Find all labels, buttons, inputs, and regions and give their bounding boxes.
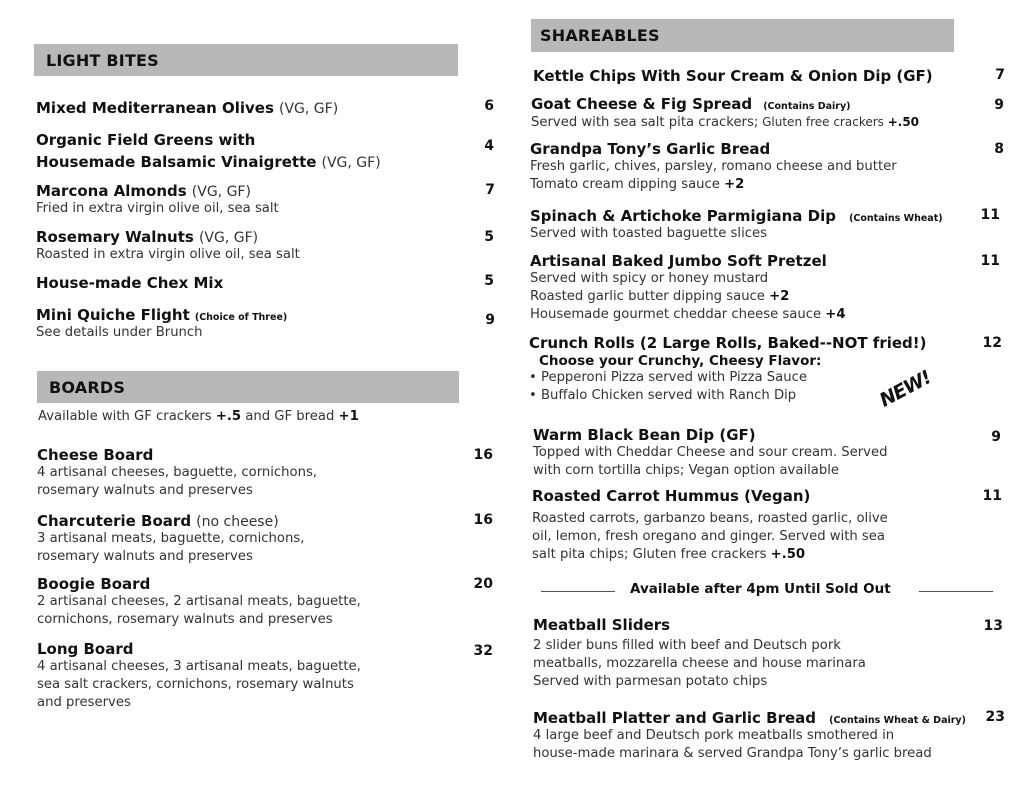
item-name: Warm Black Bean Dip (GF) (533, 426, 756, 444)
item-name: Charcuterie Board (37, 512, 192, 530)
item-name: Cheese Board (37, 446, 154, 464)
item-addon-price: +2 (724, 177, 745, 192)
item-description: and preserves (37, 695, 131, 710)
item-description: sea salt crackers, cornichons, rosemary walnuts (37, 677, 354, 692)
item-name: Boogie Board (37, 575, 151, 593)
menu-item (529, 334, 926, 405)
item-description: Fried in extra virgin olive oil, sea salt (36, 201, 279, 216)
item-price: 5 (484, 273, 494, 289)
item-price: 9 (485, 312, 495, 328)
item-description: See details under Brunch (36, 325, 203, 340)
item-name: Goat Cheese & Fig Spread (531, 95, 753, 113)
item-tag: (GF) (896, 67, 933, 85)
divider-line (919, 591, 993, 592)
item-note: (Contains Dairy) (763, 101, 851, 112)
item-price: 9 (994, 97, 1004, 113)
note-price: +1 (338, 409, 359, 424)
menu-item (532, 487, 888, 564)
item-description: rosemary walnuts and preserves (37, 549, 253, 564)
item-addon-price: +.50 (887, 115, 920, 129)
item-note: (Contains Wheat) (849, 213, 943, 224)
item-tag: (VG, GF) (321, 155, 381, 171)
item-description: 3 artisanal meats, baguette, cornichons, (37, 531, 305, 546)
item-description: Roasted in extra virgin olive oil, sea salt (36, 247, 300, 262)
item-price: 4 (484, 138, 494, 154)
item-description: house-made marinara & served Grandpa Tony’s garlic bread (533, 746, 932, 761)
item-price: 13 (983, 618, 1003, 634)
section-title: BOARDS (49, 377, 126, 397)
item-name: House-made Chex Mix (36, 274, 224, 292)
item-note: (Choice of Three) (194, 312, 288, 323)
section-header-shareables (531, 19, 954, 52)
section-title: LIGHT BITES (46, 50, 159, 70)
item-price: 20 (473, 576, 493, 592)
item-description: Served with toasted baguette slices (530, 226, 767, 241)
item-price: 8 (994, 141, 1004, 157)
menu-item (533, 708, 966, 763)
section-header-light-bites (34, 44, 458, 76)
menu-item (36, 98, 338, 117)
item-description: Fresh garlic, chives, parsley, romano cheese and butter (530, 159, 897, 174)
menu-item (37, 640, 361, 712)
item-tag: (VG, GF) (279, 101, 339, 117)
item-name: Roasted Carrot Hummus (Vegan) (532, 487, 811, 505)
item-description: 2 artisanal cheeses, 2 artisanal meats, baguette, (37, 594, 361, 609)
item-price: 12 (982, 335, 1002, 351)
item-name: Spinach & Artichoke Parmigiana Dip (530, 207, 836, 225)
note-price: +.5 (215, 409, 242, 424)
section-title: SHAREABLES (540, 26, 660, 45)
menu-item (533, 616, 866, 691)
menu-item (36, 305, 287, 342)
item-addon-price: +2 (769, 289, 790, 304)
item-price: 11 (982, 488, 1002, 504)
item-tag: (VG, GF) (191, 184, 251, 200)
item-name: Marcona Almonds (36, 182, 187, 200)
item-price: 7 (995, 67, 1005, 83)
item-name: Organic Field Greens with (36, 131, 256, 149)
item-description: Housemade gourmet cheddar cheese sauce (530, 307, 826, 322)
item-price: 23 (985, 709, 1005, 725)
item-description: Topped with Cheddar Cheese and sour cream. Served (533, 445, 888, 460)
menu-item (533, 66, 933, 85)
item-description: Roasted carrots, garbanzo beans, roasted garlic, olive (532, 511, 888, 526)
item-price: 6 (484, 98, 494, 114)
menu-item (530, 140, 897, 194)
item-description: with corn tortilla chips; Vegan option available (533, 463, 840, 478)
item-description: Tomato cream dipping sauce (530, 177, 725, 192)
item-option: • Pepperoni Pizza served with Pizza Sauce (529, 370, 807, 385)
item-description: 4 large beef and Deutsch pork meatballs smothered in (533, 728, 895, 743)
item-name: Meatball Platter and Garlic Bread (533, 709, 817, 727)
item-name: Crunch Rolls (2 Large Rolls, Baked--NOT fried!) (529, 334, 927, 352)
item-description: Served with sea salt pita crackers; (531, 115, 759, 130)
item-addon-price: +.50 (770, 547, 806, 562)
item-description: rosemary walnuts and preserves (37, 483, 253, 498)
item-description: Served with spicy or honey mustard (530, 271, 769, 286)
menu-item (36, 227, 300, 264)
item-description: oil, lemon, fresh oregano and ginger. Served with sea (532, 529, 886, 544)
item-description: Served with parmesan potato chips (533, 674, 768, 689)
item-subheading: Choose your Crunchy, Cheesy Flavor: (539, 353, 822, 369)
item-price: 11 (980, 253, 1000, 269)
item-description: salt pita chips; Gluten free crackers (532, 547, 771, 562)
item-description: 2 slider buns filled with beef and Deutsch pork (533, 638, 841, 653)
item-price: 16 (473, 512, 493, 528)
menu-item (36, 130, 381, 174)
item-tag: (VG, GF) (198, 230, 259, 246)
menu-item (37, 511, 304, 566)
item-name: Artisanal Baked Jumbo Soft Pretzel (530, 252, 827, 270)
item-price: 5 (484, 229, 494, 245)
availability-note: Available after 4pm Until Sold Out (630, 581, 891, 597)
menu-item (530, 252, 846, 324)
menu-item (533, 426, 887, 480)
item-description: meatballs, mozzarella cheese and house marinara (533, 656, 866, 671)
note-text: Available with GF crackers (38, 409, 216, 424)
item-note: (Contains Wheat & Dairy) (829, 715, 966, 726)
item-price: 7 (485, 182, 495, 198)
item-name-line2: Housemade Balsamic Vinaigrette (36, 153, 317, 171)
item-price: 11 (980, 207, 1000, 223)
item-description: cornichons, rosemary walnuts and preserves (37, 612, 333, 627)
section-header-boards (37, 371, 459, 403)
item-name: Meatball Sliders (533, 616, 671, 634)
menu-item (530, 206, 943, 243)
item-price: 9 (991, 429, 1001, 445)
item-tag: (no cheese) (196, 514, 279, 530)
menu-item (36, 273, 223, 292)
item-price: 16 (473, 447, 493, 463)
menu-item (37, 575, 361, 629)
item-description: 4 artisanal cheeses, baguette, cornichons, (37, 465, 318, 480)
menu-item (36, 181, 279, 218)
item-name: Long Board (37, 640, 134, 658)
menu-item (37, 446, 317, 500)
item-name: Rosemary Walnuts (36, 228, 194, 246)
menu-item (531, 94, 919, 132)
item-name: Grandpa Tony’s Garlic Bread (530, 140, 771, 158)
item-name: Mixed Mediterranean Olives (36, 99, 274, 117)
new-badge: NEW! (876, 366, 935, 412)
item-addon-price: +4 (825, 307, 846, 322)
item-option: • Buffalo Chicken served with Ranch Dip (529, 388, 797, 403)
boards-gf-note (38, 408, 359, 426)
item-name: Kettle Chips With Sour Cream & Onion Dip (533, 67, 892, 85)
item-description: Roasted garlic butter dipping sauce (530, 289, 770, 304)
item-name: Mini Quiche Flight (36, 306, 190, 324)
item-price: 32 (473, 643, 493, 659)
item-description: Gluten free crackers (758, 115, 888, 129)
item-description: 4 artisanal cheeses, 3 artisanal meats, baguette, (37, 659, 361, 674)
note-text: and GF bread (241, 409, 339, 424)
divider-line (541, 591, 615, 592)
